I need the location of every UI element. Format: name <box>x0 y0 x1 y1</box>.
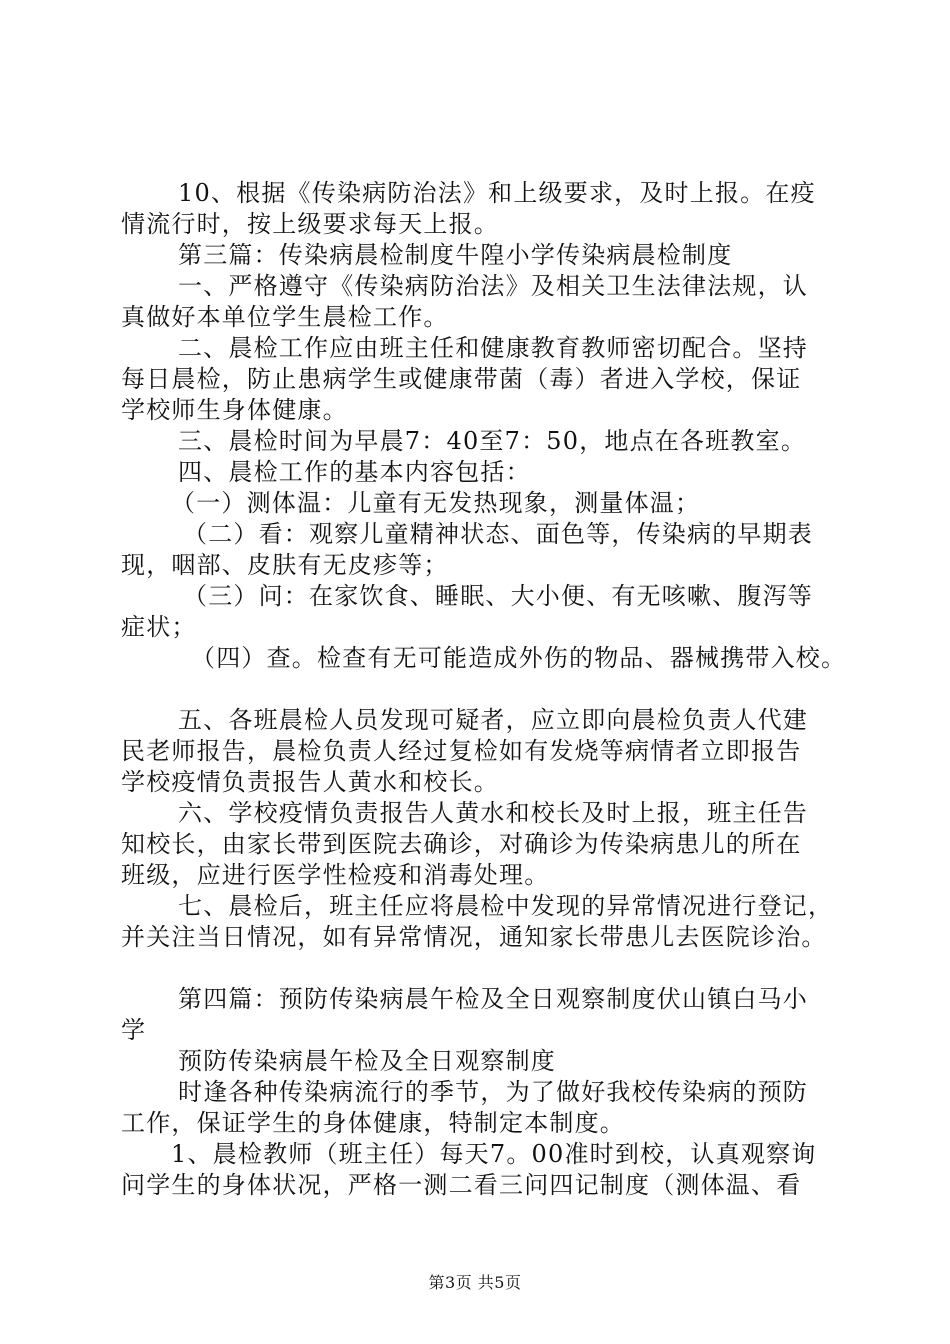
text-line: 四、晨检工作的基本内容包括： <box>178 458 531 486</box>
text-line: 三、晨检时间为早晨7：40至7：50，地点在各班教室。 <box>178 427 807 455</box>
text-line: 六、学校疫情负责报告人黄水和校长及时上报，班主任告 <box>178 799 808 827</box>
text-line: 七、晨检后，班主任应将晨检中发现的异常情况进行登记， <box>178 892 834 920</box>
text-line: （二）看：观察儿童精神状态、面色等，传染病的早期表 <box>183 520 813 548</box>
section-subheading: 预防传染病晨午检及全日观察制度 <box>178 1047 556 1075</box>
text-line: （三）问：在家饮食、睡眠、大小便、有无咳嗽、腹泻等 <box>183 582 813 610</box>
text-line: 并关注当日情况，如有异常情况，通知家长带患儿去医院诊治。 <box>121 923 827 951</box>
text-line: 民老师报告，晨检负责人经过复检如有发烧等病情者立即报告 <box>121 737 802 765</box>
text-line: 1、晨检教师（班主任）每天7。00准时到校，认真观察询 <box>171 1140 817 1168</box>
text-line: 症状； <box>121 613 197 641</box>
text-line: 五、各班晨检人员发现可疑者，应立即向晨检负责人代建 <box>178 706 808 734</box>
text-line: 情流行时，按上级要求每天上报。 <box>121 210 499 238</box>
text-line: （一）测体温：儿童有无发热现象，测量体温； <box>171 489 701 517</box>
text-line: 学 <box>121 1016 147 1044</box>
text-line: 二、晨检工作应由班主任和健康教育教师密切配合。坚持 <box>178 334 808 362</box>
text-line: 一、严格遵守《传染病防治法》及相关卫生法律法规，认 <box>178 272 808 300</box>
text-line: 时逢各种传染病流行的季节，为了做好我校传染病的预防 <box>178 1078 808 1106</box>
paragraph-gap <box>121 674 836 705</box>
text-line: 学校师生身体健康。 <box>121 396 348 424</box>
text-line: 班级，应进行医学性检疫和消毒处理。 <box>121 861 550 889</box>
document-body <box>121 178 847 1201</box>
text-line: 现，咽部、皮肤有无皮疹等； <box>121 551 449 579</box>
text-line: 工作，保证学生的身体健康，特制定本制度。 <box>121 1109 625 1137</box>
text-line: （四）查。检查有无可能造成外伤的物品、器械携带入校。 <box>191 644 847 672</box>
text-line: 真做好本单位学生晨检工作。 <box>121 303 449 331</box>
text-line: 问学生的身体状况，严格一测二看三问四记制度（测体温、看 <box>121 1171 802 1199</box>
text-line: 每日晨检，防止患病学生或健康带菌（毒）者进入学校，保证 <box>121 365 802 393</box>
text-line: 10、根据《传染病防治法》和上级要求，及时上报。在疫 <box>178 179 816 207</box>
page-number-footer: 第3页 共5页 <box>428 1273 522 1292</box>
section-heading: 第四篇：预防传染病晨午检及全日观察制度伏山镇白马小 <box>178 985 808 1013</box>
paragraph-gap <box>121 953 836 984</box>
section-heading: 第三篇：传染病晨检制度牛隍小学传染病晨检制度 <box>178 241 733 269</box>
text-line: 知校长，由家长带到医院去确诊，对确诊为传染病患儿的所在 <box>121 830 802 858</box>
text-line: 学校疫情负责报告人黄水和校长。 <box>121 768 499 796</box>
